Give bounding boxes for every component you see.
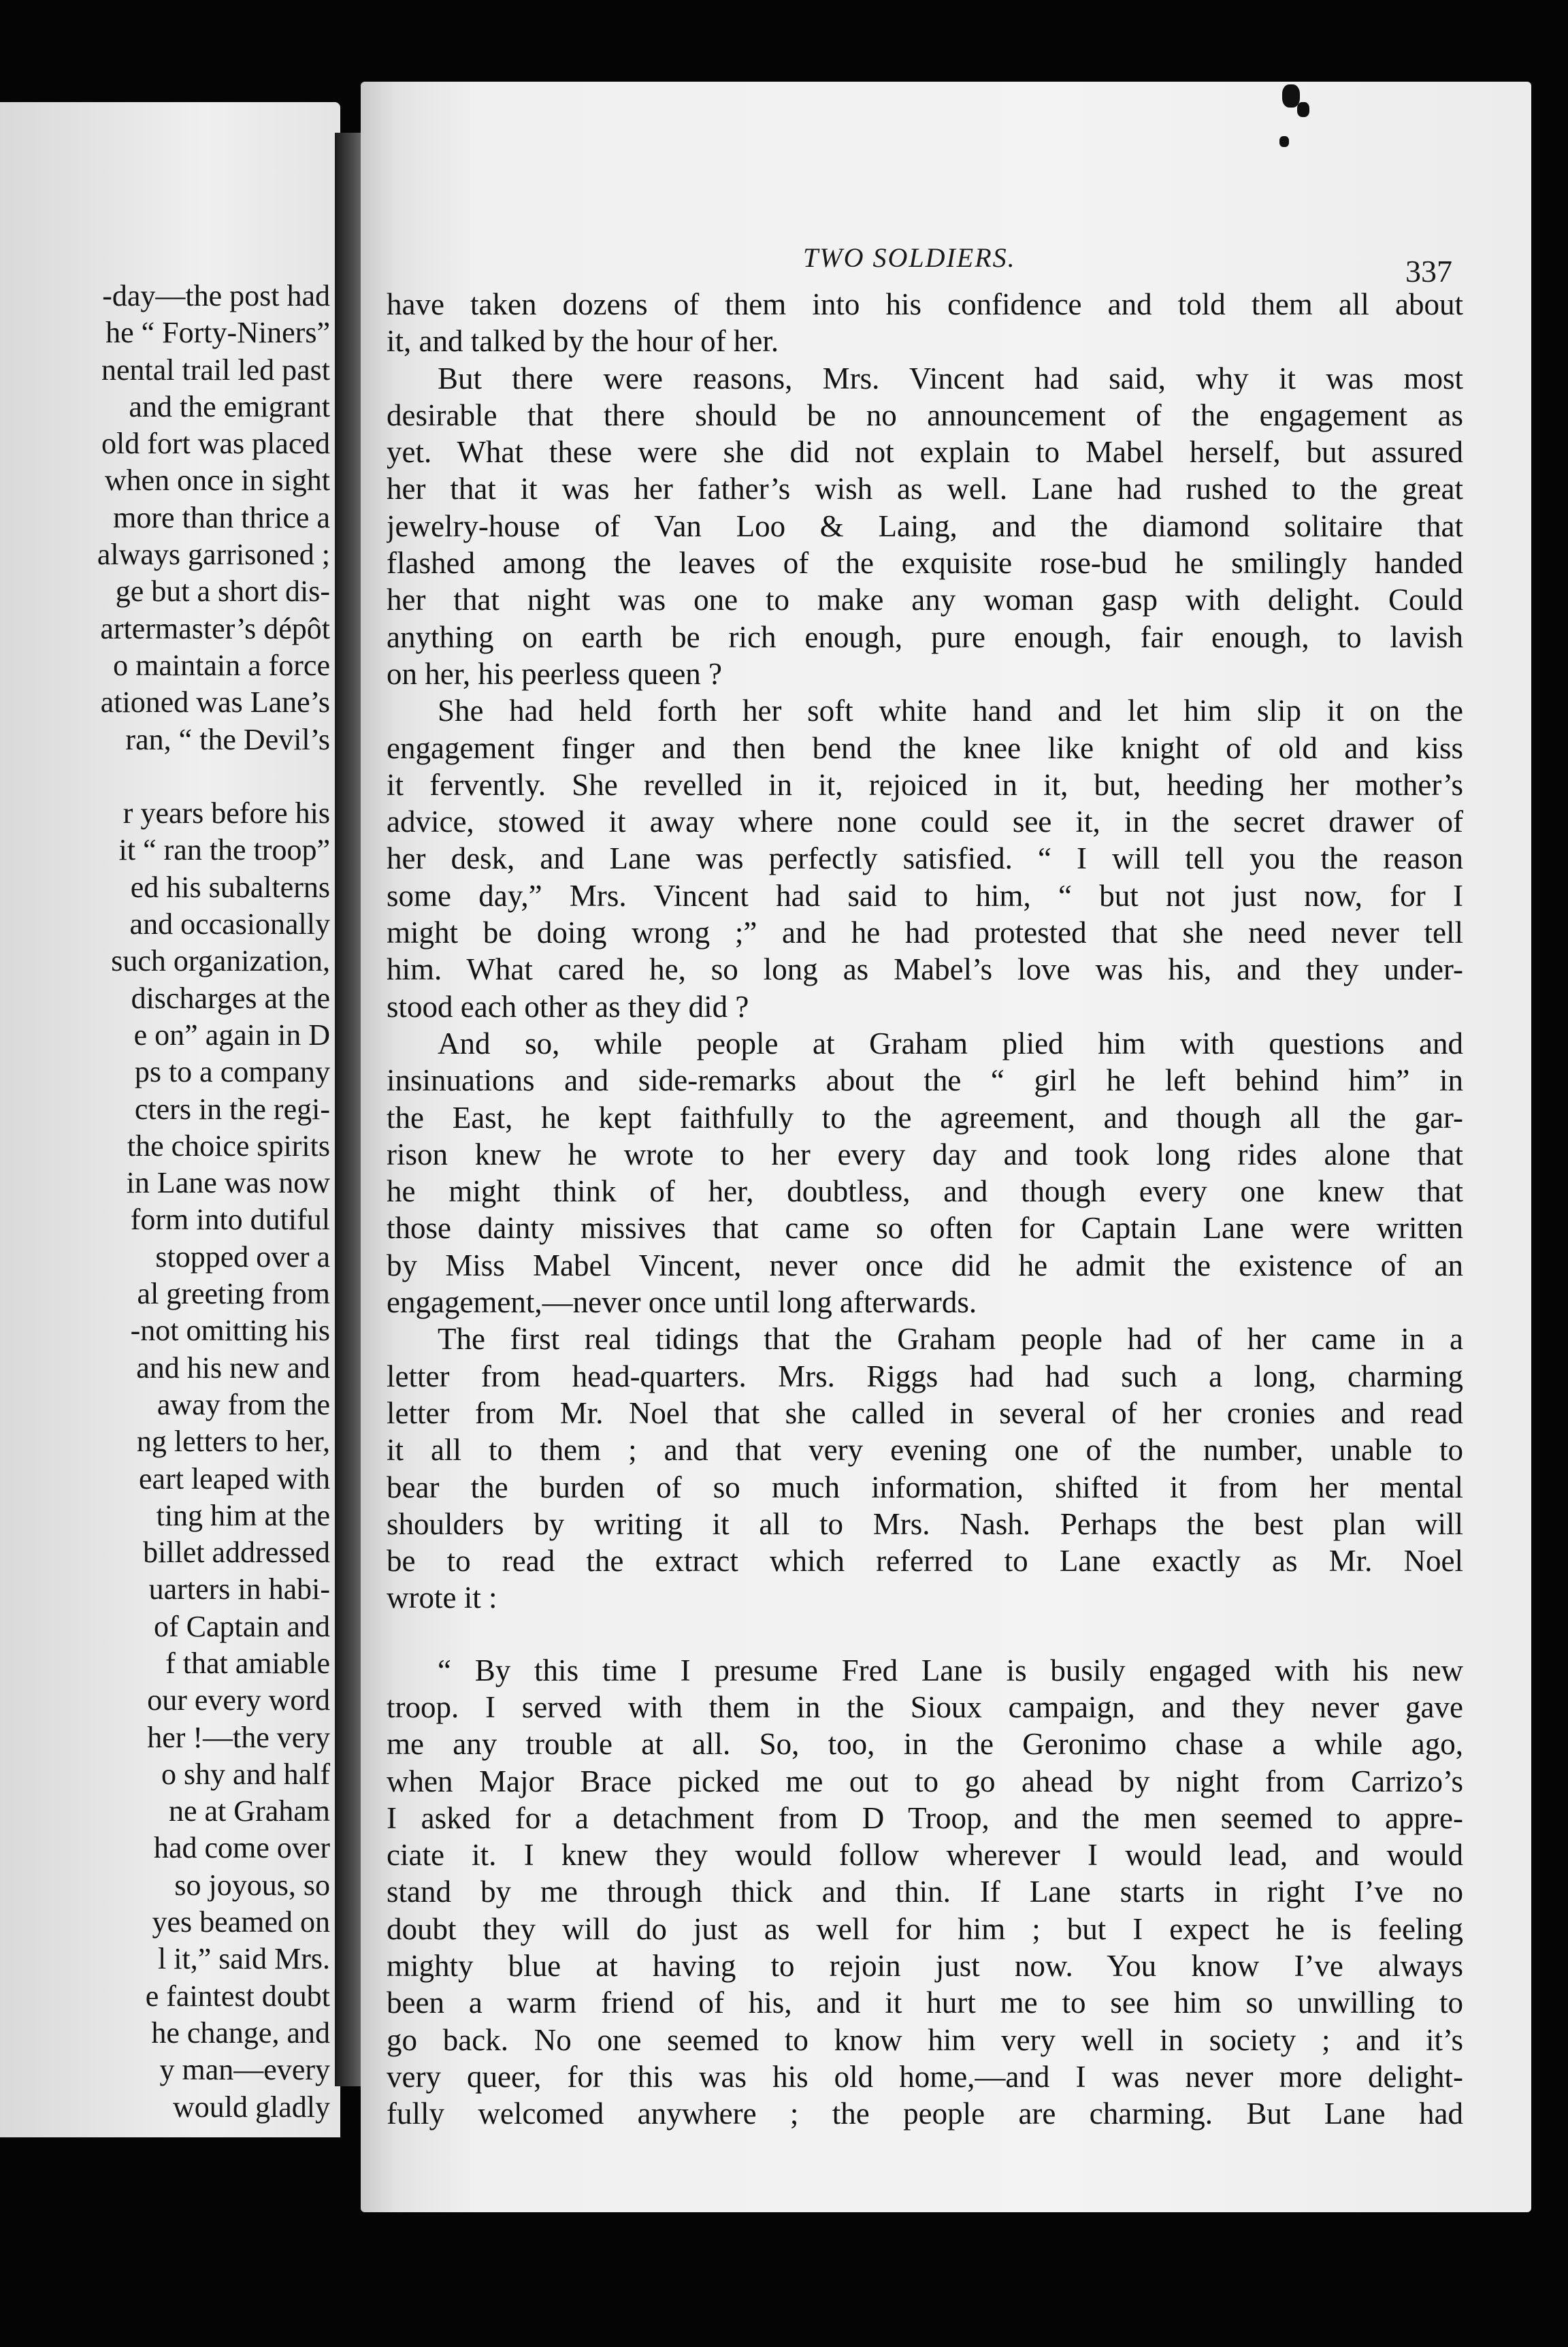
left-page-line: ps to a company <box>134 1055 330 1089</box>
left-page-line: had come over <box>154 1831 330 1865</box>
left-page-line: of Captain and <box>153 1609 330 1643</box>
scan-speck <box>1282 84 1300 108</box>
page-number: 337 <box>1405 254 1452 289</box>
text-line: by Miss Mabel Vincent, never once did he admit the existence of an <box>387 1248 1463 1282</box>
left-page-text <box>0 278 330 2126</box>
left-page-line: al greeting from <box>137 1277 330 1311</box>
text-line: he might think of her, doubtless, and though every one knew that <box>387 1174 1463 1209</box>
left-page-line: such organization, <box>111 944 330 978</box>
left-page-line: and his new and <box>136 1350 330 1385</box>
text-line: her desk, and Lane was perfectly satisfied. “ I will tell you the reason <box>387 841 1463 876</box>
left-page-line: stopped over a <box>155 1240 330 1274</box>
text-line: those dainty missives that came so often for Captain Lane were written <box>387 1211 1463 1246</box>
left-page-line: form into dutiful <box>130 1203 330 1237</box>
text-line: doubt they will do just as well for him ; but I expect he is feeling <box>387 1911 1463 1946</box>
text-line: flashed among the leaves of the exquisite rose-bud he smilingly handed <box>387 546 1463 581</box>
left-page-line: away from the <box>157 1387 330 1421</box>
left-page-line: ed his subalterns <box>130 870 330 904</box>
text-line: been a warm friend of his, and it hurt me to see him so unwilling to <box>387 1986 1463 2020</box>
left-page-line: -not omitting his <box>130 1314 330 1348</box>
left-page-line: ran, “ the Devil’s <box>125 722 330 756</box>
text-line: bear the burden of so much information, shifted it from her mental <box>387 1470 1463 1504</box>
left-page-line: discharges at the <box>131 981 330 1015</box>
text-line: She had held forth her soft white hand and let him slip it on the <box>438 694 1463 728</box>
text-line: mighty blue at having to rejoin just now. You know I’ve always <box>387 1949 1463 1984</box>
left-page-line: uarters in habi- <box>148 1572 330 1606</box>
left-page-line: in Lane was now <box>126 1166 330 1200</box>
left-page-line: cters in the regi- <box>134 1092 330 1126</box>
left-page-line: nental trail led past <box>101 353 330 387</box>
left-page-line: the choice spirits <box>127 1129 330 1163</box>
scan-speck <box>1279 136 1289 147</box>
text-line: have taken dozens of them into his confidence and told them all about <box>387 287 1463 321</box>
text-line: fully welcomed anywhere ; the people are charming. But Lane had <box>387 2097 1463 2131</box>
text-line: yet. What these were she did not explain to Mabel herself, but assured <box>387 435 1463 470</box>
left-page-line: yes beamed on <box>152 1905 330 1939</box>
text-line: me any trouble at all. So, too, in the Geronimo chase a while ago, <box>387 1727 1463 1762</box>
text-line: her that it was her father’s wish as well. Lane had rushed to the great <box>387 472 1463 506</box>
text-line: engagement finger and then bend the knee like knight of old and kiss <box>387 730 1463 765</box>
left-page-line: artermaster’s dépôt <box>100 611 330 645</box>
left-page-line: l it,” said Mrs. <box>158 1942 330 1976</box>
left-page-line: billet addressed <box>143 1536 330 1570</box>
left-page-line: always garrisoned ; <box>97 538 330 572</box>
text-line: go back. No one seemed to know him very well in society ; and it’s <box>387 2022 1463 2057</box>
text-line: letter from head-quarters. Mrs. Riggs had had such a long, charming <box>387 1359 1463 1393</box>
text-line: it fervently. She revelled in it, rejoiced in it, but, heeding her mother’s <box>387 767 1463 802</box>
left-page-line: old fort was placed <box>101 427 330 461</box>
text-line: some day,” Mrs. Vincent had said to him, “ but not just now, for I <box>387 878 1463 913</box>
text-line: when Major Brace picked me out to go ahead by night from Carrizo’s <box>387 1764 1463 1798</box>
text-line: jewelry-house of Van Loo & Laing, and the diamond solitaire that <box>387 508 1463 543</box>
text-line: the East, he kept faithfully to the agreement, and though all the gar- <box>387 1100 1463 1135</box>
left-page-line: it “ ran the troop” <box>118 833 330 867</box>
left-page-line: o shy and half <box>161 1757 330 1791</box>
text-line: rison knew he wrote to her every day and took long rides alone that <box>387 1137 1463 1171</box>
text-line: “ By this time I presume Fred Lane is busily engaged with his new <box>438 1653 1463 1687</box>
left-page-line: and the emigrant <box>129 389 330 423</box>
page-body-text <box>387 286 1463 2133</box>
text-line: anything on earth be rich enough, pure enough, fair enough, to lavish <box>387 619 1463 654</box>
left-page-line: ne at Graham <box>169 1794 330 1828</box>
text-line: it, and talked by the hour of her. <box>387 324 779 359</box>
left-page-line: and occasionally <box>129 907 330 941</box>
text-line: might be doing wrong ;” and he had protested that she need never tell <box>387 916 1463 950</box>
text-line: wrote it : <box>387 1581 497 1615</box>
left-page-line: e faintest doubt <box>145 1979 330 2013</box>
left-page-line: he “ Forty-Niners” <box>105 316 330 350</box>
left-page-line: when once in sight <box>104 464 330 498</box>
text-line: stood each other as they did ? <box>387 989 749 1024</box>
left-page-line: f that amiable <box>165 1646 330 1680</box>
left-page-line: her !—the very <box>147 1720 330 1754</box>
text-line: her that night was one to make any woman gasp with delight. Could <box>387 583 1463 617</box>
text-line: desirable that there should be no announcement of the engagement as <box>387 398 1463 432</box>
text-line: troop. I served with them in the Sioux campaign, and they never gave <box>387 1689 1463 1724</box>
left-page-line: he change, and <box>151 2016 330 2050</box>
text-line: it all to them ; and that very evening one of the number, unable to <box>387 1433 1463 1468</box>
text-line: stand by me through thick and thin. If Lane starts in right I’ve no <box>387 1875 1463 1909</box>
left-page-line: our every word <box>147 1683 330 1717</box>
text-line: ciate it. I knew they would follow wherever I would lead, and would <box>387 1838 1463 1873</box>
text-line: him. What cared he, so long as Mabel’s love was his, and they under- <box>387 952 1463 987</box>
text-line: I asked for a detachment from D Troop, and the men seemed to appre- <box>387 1800 1463 1835</box>
text-line: And so, while people at Graham plied him with questions and <box>438 1026 1463 1061</box>
text-line: be to read the extract which referred to Lane exactly as Mr. Noel <box>387 1544 1463 1579</box>
text-line: The first real tidings that the Graham people had of her came in a <box>438 1322 1463 1357</box>
left-page-line: would gladly <box>173 2090 330 2124</box>
text-line: letter from Mr. Noel that she called in several of her cronies and read <box>387 1395 1463 1430</box>
text-line: engagement,—never once until long afterwards. <box>387 1285 977 1320</box>
text-line: shoulders by writing it all to Mrs. Nash. Perhaps the best plan will <box>387 1506 1463 1541</box>
left-page-line: so joyous, so <box>174 1868 330 1902</box>
left-page-line: o maintain a force <box>113 648 330 682</box>
text-line: on her, his peerless queen ? <box>387 656 723 691</box>
facing-page-left <box>0 102 340 2137</box>
running-head: TWO SOLDIERS. <box>803 242 1016 273</box>
left-page-line: -day—the post had <box>102 279 330 312</box>
text-line: insinuations and side-remarks about the “ girl he left behind him” in <box>387 1063 1463 1098</box>
text-line: very queer, for this was his old home,—and I was never more delight- <box>387 2059 1463 2094</box>
text-line: advice, stowed it away where none could see it, in the secret drawer of <box>387 805 1463 839</box>
left-page-line: more than thrice a <box>113 500 330 534</box>
paragraph-gap <box>387 1617 1463 1652</box>
left-page-line: r years before his <box>122 796 330 830</box>
left-page-line: ationed was Lane’s <box>100 685 330 719</box>
text-line: But there were reasons, Mrs. Vincent had said, why it was most <box>438 361 1463 395</box>
left-page-line: ge but a short dis- <box>115 574 330 609</box>
left-page-line: ting him at the <box>156 1498 330 1532</box>
left-page-line: eart leaped with <box>139 1461 330 1495</box>
left-page-line: ng letters to her, <box>136 1425 330 1459</box>
left-page-line <box>0 758 330 795</box>
scan-speck <box>1297 102 1309 117</box>
left-page-line: e on” again in D <box>133 1018 330 1052</box>
left-page-line: y man—every <box>159 2053 330 2087</box>
